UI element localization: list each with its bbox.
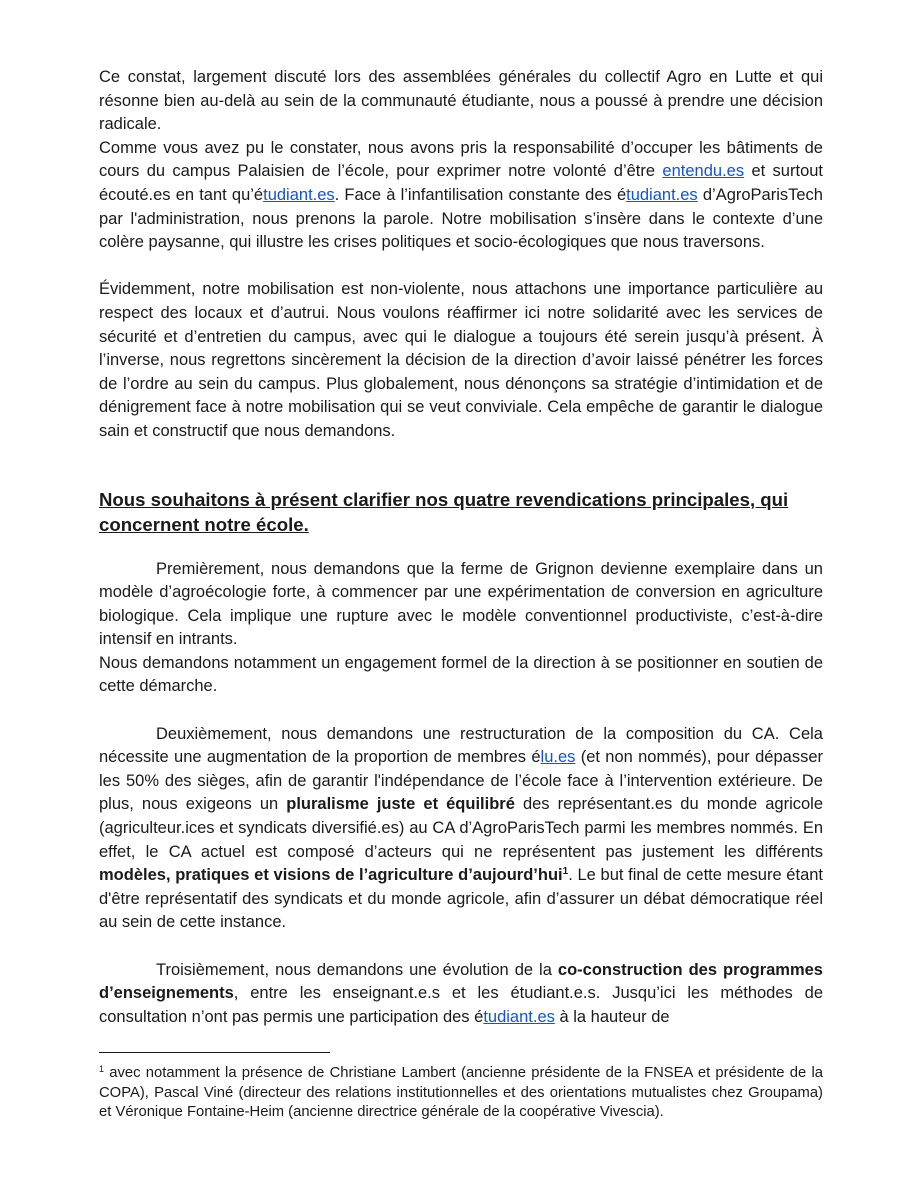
section-gap [99,444,823,487]
link-etudiant-1[interactable]: tudiant.es [263,185,335,204]
link-etudiant-3[interactable]: tudiant.es [483,1007,555,1026]
paragraph-demand-1-followup: Nous demandons notamment un engagement formel de la direction à se positionner en soutien de cette démarche. [99,653,823,696]
section-heading: Nous souhaitons à présent clarifier nos quatre revendications principales, qui concernent notre école. [99,488,789,535]
paragraph-demand-2: Deuxièmement, nous demandons une restructuration de la composition du CA. Cela nécessite une augmentation de la proportion de membres élu.es (et non nommés), pour dépasser les 50% des sièges, afin de garantir l'indépendance de l’école face à l’intervention extérieure. De plus, nous exigeons un pluralisme juste et équilibré des représentant.es du monde agricole (agriculteur.ices et syndicats diversifié.es) au CA d’AgroParisTech parmi les membres nommés. En effet, le CA actuel est composé d’acteurs qui ne représentent pas justement les différents modèles, pratiques et visions de l’agriculture d’aujourd’hui$^1$. Le but final de cette mesure étant d'être représentatif des syndicats et du monde agricole, afin d’assurer un débat démocratique réel au sein de cette instance. [99,724,824,932]
paragraph-non-violence: Évidemment, notre mobilisation est non-violente, nous attachons une importance particulière au respect des locaux et d’autrui. Nous voulons réaffirmer ici notre solidarité avec les services de sécurité et d’entretien du campus, avec qui le dialogue a toujours été serein jusqu’à présent. À l’inverse, nous regrettons sincèrement la décision de la direction d’avoir laissé pénétrer les forces de l’ordre au sein du campus. Plus globalement, nous dénonçons sa stratégie d’intimidation et de dénigrement face à notre mobilisation qui se veut conviviale. Cela empêche de garantir le dialogue sain et constructif que nous demandons. [99,280,823,440]
paragraph-gap [99,255,823,279]
emphasis-co-construction: co-construction des programmes d’enseignements [99,960,823,1003]
paragraph-demand-1: Premièrement, nous demandons que la ferme de Grignon devienne exemplaire dans un modèle d’agroécologie forte, à commencer par une expérimentation de conversion en agriculture biologique. Cela implique une rupture avec le modèle conventionnel productiviste, c’est-à-dire intensif en intrants. [99,559,823,649]
document-page [99,66,823,1029]
footnote-separator [99,1052,330,1053]
paragraph-constat: Ce constat, largement discuté lors des assemblées générales du collectif Agro en Lutte et qui résonne bien au-delà au sein de la communauté étudiante, nous a poussé à prendre une décision radicale. [99,68,823,134]
link-etudiant-2[interactable]: tudiant.es [626,185,698,204]
link-elu[interactable]: lu.es [540,748,576,767]
paragraph-demand-3: Troisièmement, nous demandons une évolution de la co-construction des programmes d’enseignements, entre les enseignant.e.s et les étudiant.e.s. Jusqu’ici les méthodes de consultation n’ont pas permis une participation des étudiant.es à la hauteur de [99,960,823,1026]
link-entendu[interactable]: entendu.es [662,162,745,181]
paragraph-occupation: Comme vous avez pu le constater, nous avons pris la responsabilité d’occuper les bâtiments de cours du campus Palaisien de l’école, pour exprimer notre volonté d’être entendu.es et surtout écouté.es en tant qu’étudiant.es. Face à l’infantilisation constante des étudiant.es d’AgroParisTech par l'administration, nous prenons la parole. Notre mobilisation s’insère dans le contexte d’une colère paysanne, qui illustre les crises politiques et socio-écologiques que nous traversons. [99,138,824,252]
paragraph-gap [99,699,823,723]
footnote-number: 1 [99,1064,105,1074]
emphasis-modeles: modèles, pratiques et visions de l’agriculture d’aujourd’hui [99,866,563,885]
heading-gap [99,538,823,558]
footnote: $^1$ avec notamment la présence de Christiane Lambert (ancienne présidente de la FNSEA et présidente de la COPA), Pascal Viné (directeur des relations institutionnelles et des orientations mutualistes chez Groupama) et Véronique Fontaine-Heim (ancienne directrice générale de la coopérative Vivescia). [99,1064,823,1121]
paragraph-gap [99,935,823,959]
emphasis-pluralisme: pluralisme juste et équilibré [286,795,515,814]
footnote-ref[interactable]: 1 [562,866,569,878]
